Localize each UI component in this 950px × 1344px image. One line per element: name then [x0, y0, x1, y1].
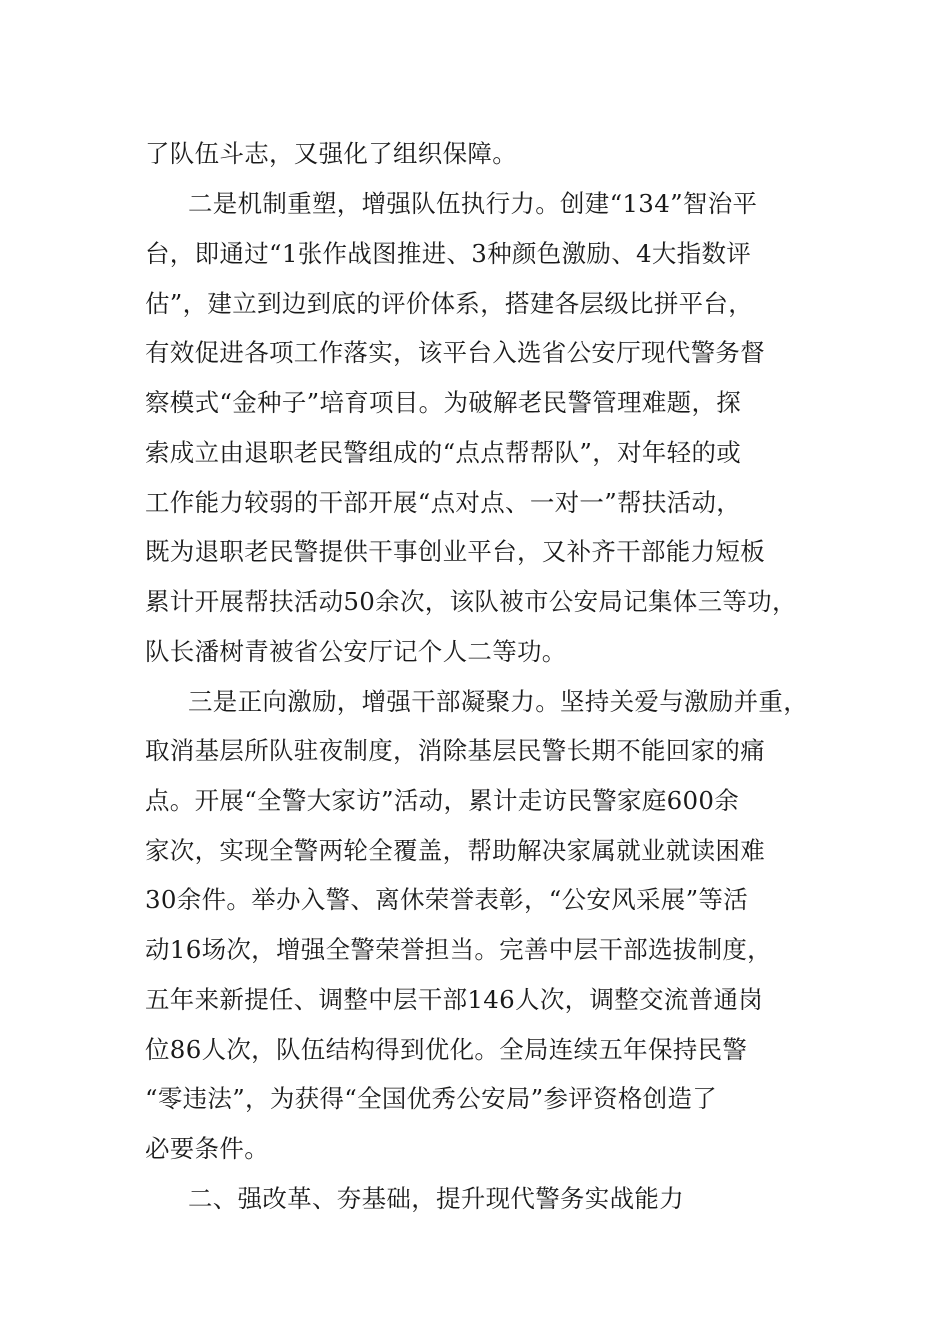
text-line: 动16场次，增强全警荣誉担当。完善中层干部选拔制度， — [145, 935, 772, 964]
paragraph-start-line: 三是正向激励，增强干部凝聚力。坚持关爱与激励并重， — [188, 687, 808, 716]
text-line: 有效促进各项工作落实，该平台入选省公安厅现代警务督 — [145, 338, 765, 367]
text-line: 30余件。举办入警、离休荣誉表彰，“公安风采展”等活 — [145, 885, 749, 914]
section-heading: 二、强改革、夯基础，提升现代警务实战能力 — [188, 1184, 684, 1213]
text-line: “零违法”，为获得“全国优秀公安局”参评资格创造了 — [145, 1084, 718, 1113]
text-line: 取消基层所队驻夜制度，消除基层民警长期不能回家的痛 — [145, 736, 765, 765]
text-line: 累计开展帮扶活动50余次，该队被市公安局记集体三等功， — [145, 587, 797, 616]
text-line: 队长潘树青被省公安厅记个人二等功。 — [145, 637, 567, 666]
text-line: 五年来新提任、调整中层干部146人次，调整交流普通岗 — [145, 985, 764, 1014]
text-line: 既为退职老民警提供干事创业平台，又补齐干部能力短板 — [145, 537, 765, 566]
text-line: 了队伍斗志，又强化了组织保障。 — [145, 139, 517, 168]
text-line: 察模式“金种子”培育项目。为破解老民警管理难题，探 — [145, 388, 742, 417]
text-line: 估”，建立到边到底的评价体系，搭建各层级比拼平台， — [145, 289, 754, 318]
text-line: 必要条件。 — [145, 1134, 269, 1163]
text-line: 位86人次，队伍结构得到优化。全局连续五年保持民警 — [145, 1035, 748, 1064]
text-line: 索成立由退职老民警组成的“点点帮帮队”，对年轻的或 — [145, 438, 742, 467]
text-line: 工作能力较弱的干部开展“点对点、一对一”帮扶活动， — [145, 488, 742, 517]
text-line: 台，即通过“1张作战图推进、3种颜色激励、4大指数评 — [145, 239, 752, 268]
text-line: 家次，实现全警两轮全覆盖，帮助解决家属就业就读困难 — [145, 836, 765, 865]
text-line: 点。开展“全警大家访”活动，累计走访民警家庭600余 — [145, 786, 740, 815]
paragraph-start-line: 二是机制重塑，增强队伍执行力。创建“134”智治平 — [188, 189, 758, 218]
